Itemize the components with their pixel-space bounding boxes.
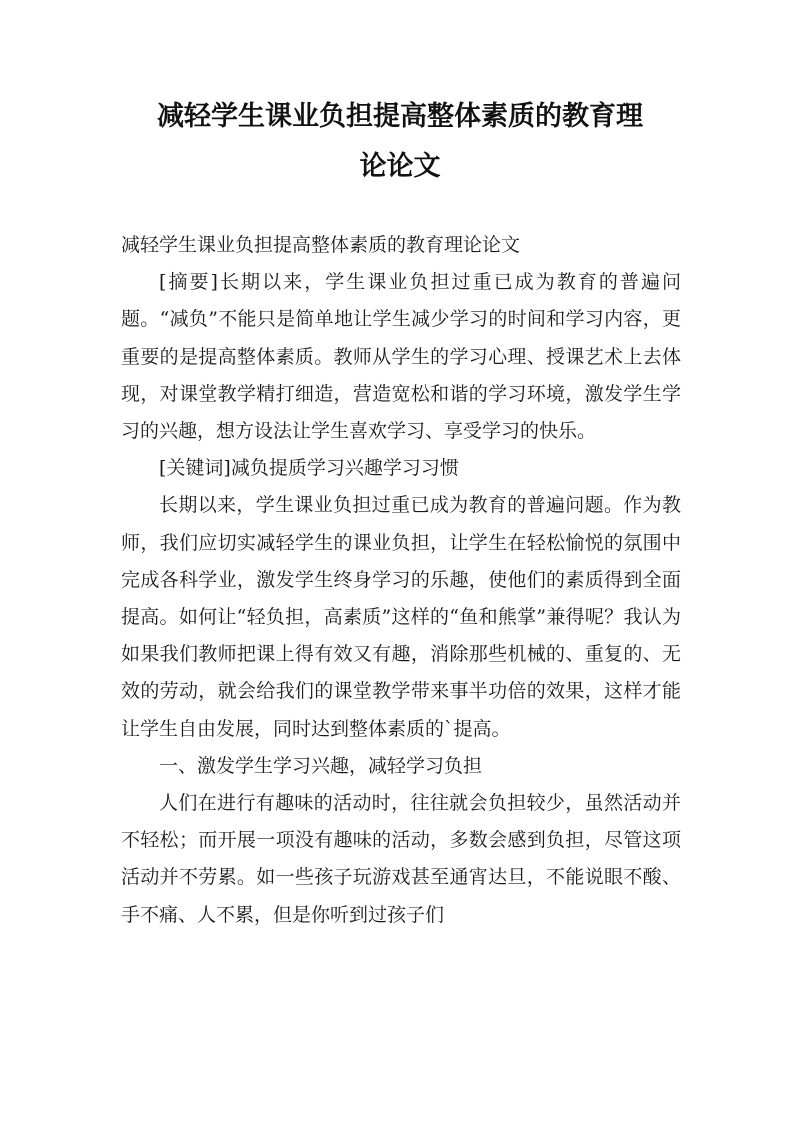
document-body	[121, 227, 681, 934]
body-paragraph-1: 长期以来，学生课业负担过重已成为教育的普遍问题。作为教师，我们应切实减轻学生的课业负担，让学生在轻松愉悦的氛围中完成各科学业，激发学生终身学习的乐趣，使他们的素质得到全面提高。如何让“轻负担，高素质”这样的“鱼和熊掌”兼得呢？我认为如果我们教师把课上得有效又有趣，消除那些机械的、重复的、无效的劳动，就会给我们的课堂教学带来事半功倍的效果，这样才能让学生自由发展，同时达到整体素质的`提高。	[121, 494, 681, 740]
subtitle: 减轻学生课业负担提高整体素质的教育理论论文	[121, 234, 521, 256]
body-paragraph-2: 人们在进行有趣味的活动时，往往就会负担较少，虽然活动并不轻松；而开展一项没有趣味的活动，多数会感到负担，尽管这项活动并不劳累。如一些孩子玩游戏甚至通宵达旦，不能说眼不酸、手不痛、人不累，但是你听到过孩子们	[121, 792, 681, 926]
section-heading-1: 一、激发学生学习兴趣，减轻学习负担	[159, 754, 483, 777]
document-title	[120, 92, 680, 192]
abstract-paragraph: [摘要]长期以来，学生课业负担过重已成为教育的普遍问题。“减负”不能只是简单地让学生减少学习的时间和学习内容，更重要的是提高整体素质。教师从学生的学习心理、授课艺术上去体现，对课堂教学精打细造，营造宽松和谐的学习环境，激发学生学习的兴趣，想方设法让学生喜欢学习、享受学习的快乐。	[121, 271, 681, 443]
keywords-paragraph: [关键词]减负提质学习兴趣学习习惯	[159, 457, 459, 480]
title-line-2: 论论文	[359, 151, 441, 182]
title-line-1: 减轻学生课业负担提高整体素质的教育理	[157, 101, 643, 132]
